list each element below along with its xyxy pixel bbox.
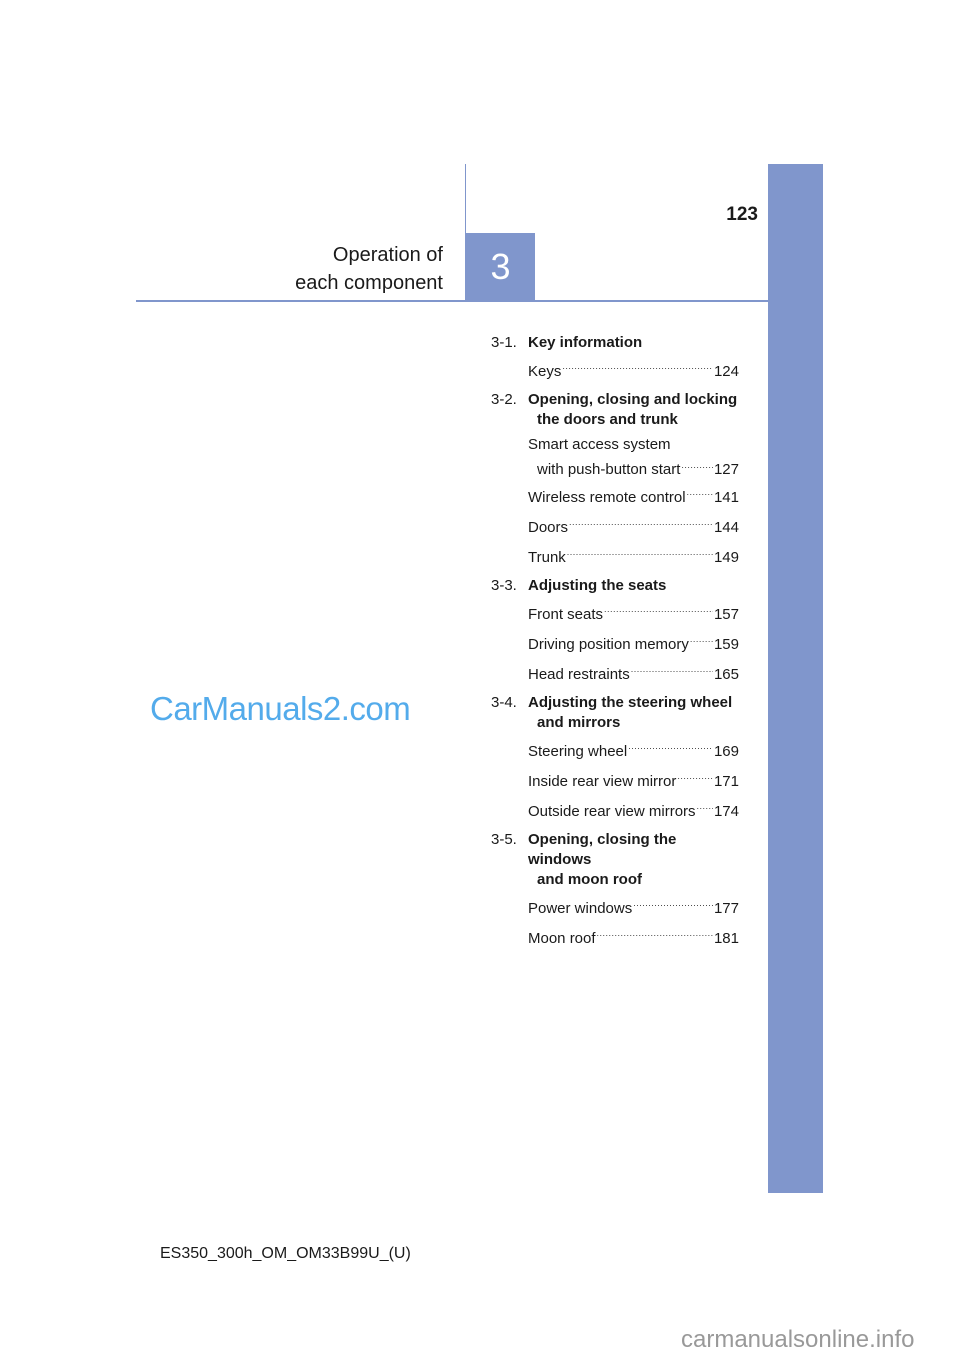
section-title: Adjusting the seats xyxy=(528,577,667,594)
chapter-sidebar-strip xyxy=(768,164,823,1193)
entry-page: 159 xyxy=(713,636,739,653)
toc-entry[interactable] xyxy=(491,794,739,824)
section-title: and mirrors xyxy=(537,714,621,731)
entry-page: 149 xyxy=(713,549,739,566)
dot-leader xyxy=(604,597,713,622)
toc-entry-line xyxy=(528,455,739,480)
section-title: and moon roof xyxy=(537,871,642,888)
section-title: Opening, closing the windows xyxy=(528,831,677,868)
toc-entry[interactable] xyxy=(491,921,739,951)
entry-label: Front seats xyxy=(528,606,604,623)
toc-section xyxy=(491,576,739,687)
dot-leader xyxy=(597,921,713,946)
section-title: Key information xyxy=(528,334,643,351)
entry-label: Driving position memory xyxy=(528,636,689,653)
entry-page: 124 xyxy=(713,363,739,380)
toc-entry[interactable] xyxy=(491,764,739,794)
entry-label: Keys xyxy=(528,363,562,380)
entry-label: Trunk xyxy=(528,549,566,566)
section-number: 3-1. xyxy=(491,334,517,351)
dot-leader xyxy=(687,480,713,505)
document-id: ES350_300h_OM_OM33B99U_(U) xyxy=(160,1245,411,1262)
toc-section xyxy=(491,390,739,570)
dot-leader xyxy=(567,540,713,565)
dot-leader xyxy=(628,734,713,759)
toc-section-heading[interactable] xyxy=(491,333,739,353)
entry-page: 165 xyxy=(713,666,739,683)
toc-section-heading[interactable] xyxy=(491,693,739,733)
chapter-number-tab: 3 xyxy=(466,233,535,301)
entry-page: 141 xyxy=(713,489,739,506)
entry-page: 157 xyxy=(713,606,739,623)
toc-section xyxy=(491,333,739,384)
entry-label: Smart access system xyxy=(528,436,671,453)
dot-leader xyxy=(633,891,713,916)
dot-leader xyxy=(562,354,713,379)
section-number: 3-4. xyxy=(491,694,517,711)
toc-entry[interactable] xyxy=(491,540,739,570)
page-number: 123 xyxy=(726,204,758,225)
entry-label: Steering wheel xyxy=(528,743,628,760)
toc-section-heading[interactable] xyxy=(491,576,739,596)
section-number: 3-3. xyxy=(491,577,517,594)
section-title: Adjusting the steering wheel xyxy=(528,694,733,711)
entry-page: 174 xyxy=(713,803,739,820)
dot-leader xyxy=(681,455,713,475)
entry-page: 144 xyxy=(713,519,739,536)
toc-entry[interactable] xyxy=(491,435,739,480)
section-title: the doors and trunk xyxy=(537,411,678,428)
header-divider-horizontal xyxy=(136,300,768,302)
entry-label: Moon roof xyxy=(528,930,596,947)
section-number: 3-2. xyxy=(491,391,517,408)
toc-entry[interactable] xyxy=(491,734,739,764)
toc-section xyxy=(491,830,739,951)
entry-label: Head restraints xyxy=(528,666,630,683)
watermark: CarManuals2.com xyxy=(150,690,411,727)
dot-leader xyxy=(697,794,713,819)
entry-page: 169 xyxy=(713,743,739,760)
toc-entry[interactable] xyxy=(491,657,739,687)
toc-entry[interactable] xyxy=(491,891,739,921)
toc-section-heading[interactable] xyxy=(491,830,739,890)
chapter-title-line2: each component xyxy=(295,272,443,294)
entry-label: with push-button start xyxy=(537,461,681,478)
chapter-title xyxy=(230,241,443,297)
entry-label: Wireless remote control xyxy=(528,489,686,506)
toc-entry[interactable] xyxy=(491,627,739,657)
toc-section-heading[interactable] xyxy=(491,390,739,430)
entry-label: Inside rear view mirror xyxy=(528,773,677,790)
section-number: 3-5. xyxy=(491,831,517,848)
toc-entry[interactable] xyxy=(491,480,739,510)
table-of-contents xyxy=(491,333,739,951)
site-watermark[interactable]: carmanualsonline.info xyxy=(681,1326,915,1353)
toc-section xyxy=(491,693,739,824)
entry-label: Doors xyxy=(528,519,569,536)
entry-page: 171 xyxy=(713,773,739,790)
toc-entry[interactable] xyxy=(491,510,739,540)
dot-leader xyxy=(690,627,713,652)
dot-leader xyxy=(569,510,713,535)
chapter-title-line1: Operation of xyxy=(332,244,443,266)
section-title: Opening, closing and locking xyxy=(528,391,738,408)
entry-label: Outside rear view mirrors xyxy=(528,803,696,820)
entry-label: Power windows xyxy=(528,900,633,917)
dot-leader xyxy=(631,657,713,682)
dot-leader xyxy=(677,764,713,789)
entry-page: 177 xyxy=(713,900,739,917)
entry-page: 181 xyxy=(713,930,739,947)
entry-page: 127 xyxy=(713,461,739,478)
toc-entry[interactable] xyxy=(491,597,739,627)
toc-entry[interactable] xyxy=(491,354,739,384)
